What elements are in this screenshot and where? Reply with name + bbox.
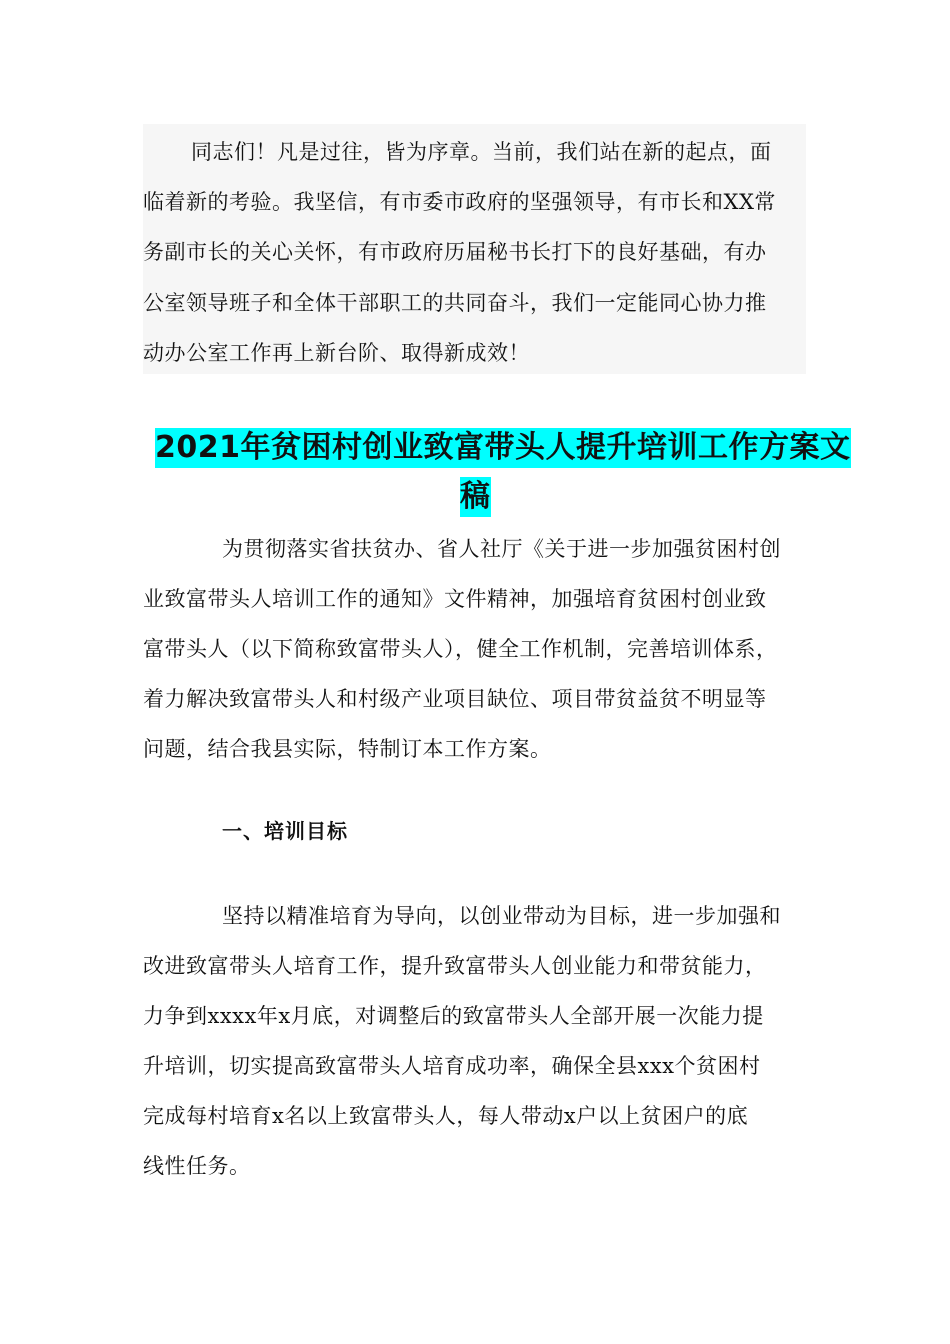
section-body-line: 改进致富带头人培育工作，提升致富带头人创业能力和带贫能力， [143, 954, 767, 978]
intro-line: 务副市长的关心关怀，有市政府历届秘书长打下的良好基础，有办 [143, 240, 767, 264]
section-body-line: 升培训，切实提高致富带头人培育成功率，确保全县xxx个贫困村 [143, 1054, 761, 1078]
section-body-line: 坚持以精准培育为导向，以创业带动为目标，进一步加强和 [222, 904, 781, 928]
document-title-line-2: 稿 [460, 477, 491, 517]
document-title-line-1: 2021年贫困村创业致富带头人提升培训工作方案文 [155, 428, 851, 468]
preamble-line: 富带头人（以下简称致富带头人），健全工作机制，完善培训体系， [143, 637, 778, 661]
section-body-line: 力争到xxxx年x月底，对调整后的致富带头人全部开展一次能力提 [143, 1004, 764, 1028]
preamble-line: 为贯彻落实省扶贫办、省人社厅《关于进一步加强贫困村创 [222, 537, 781, 561]
section-body-line: 完成每村培育x名以上致富带头人，每人带动x户以上贫困户的底 [143, 1104, 749, 1128]
intro-line: 动办公室工作再上新台阶、取得新成效！ [143, 341, 530, 365]
intro-line: 同志们！凡是过往，皆为序章。当前，我们站在新的起点，面 [191, 140, 772, 164]
preamble-line: 问题，结合我县实际，特制订本工作方案。 [143, 737, 552, 761]
section-body-line: 线性任务。 [143, 1154, 251, 1178]
preamble-line: 着力解决致富带头人和村级产业项目缺位、项目带贫益贫不明显等 [143, 687, 767, 711]
intro-line: 公室领导班子和全体干部职工的共同奋斗，我们一定能同心协力推 [143, 291, 767, 315]
intro-line: 临着新的考验。我坚信，有市委市政府的坚强领导，有市长和XX常 [143, 190, 776, 214]
preamble-line: 业致富带头人培训工作的通知》文件精神，加强培育贫困村创业致 [143, 587, 767, 611]
section-heading-training-goals: 一、培训目标 [222, 819, 348, 843]
